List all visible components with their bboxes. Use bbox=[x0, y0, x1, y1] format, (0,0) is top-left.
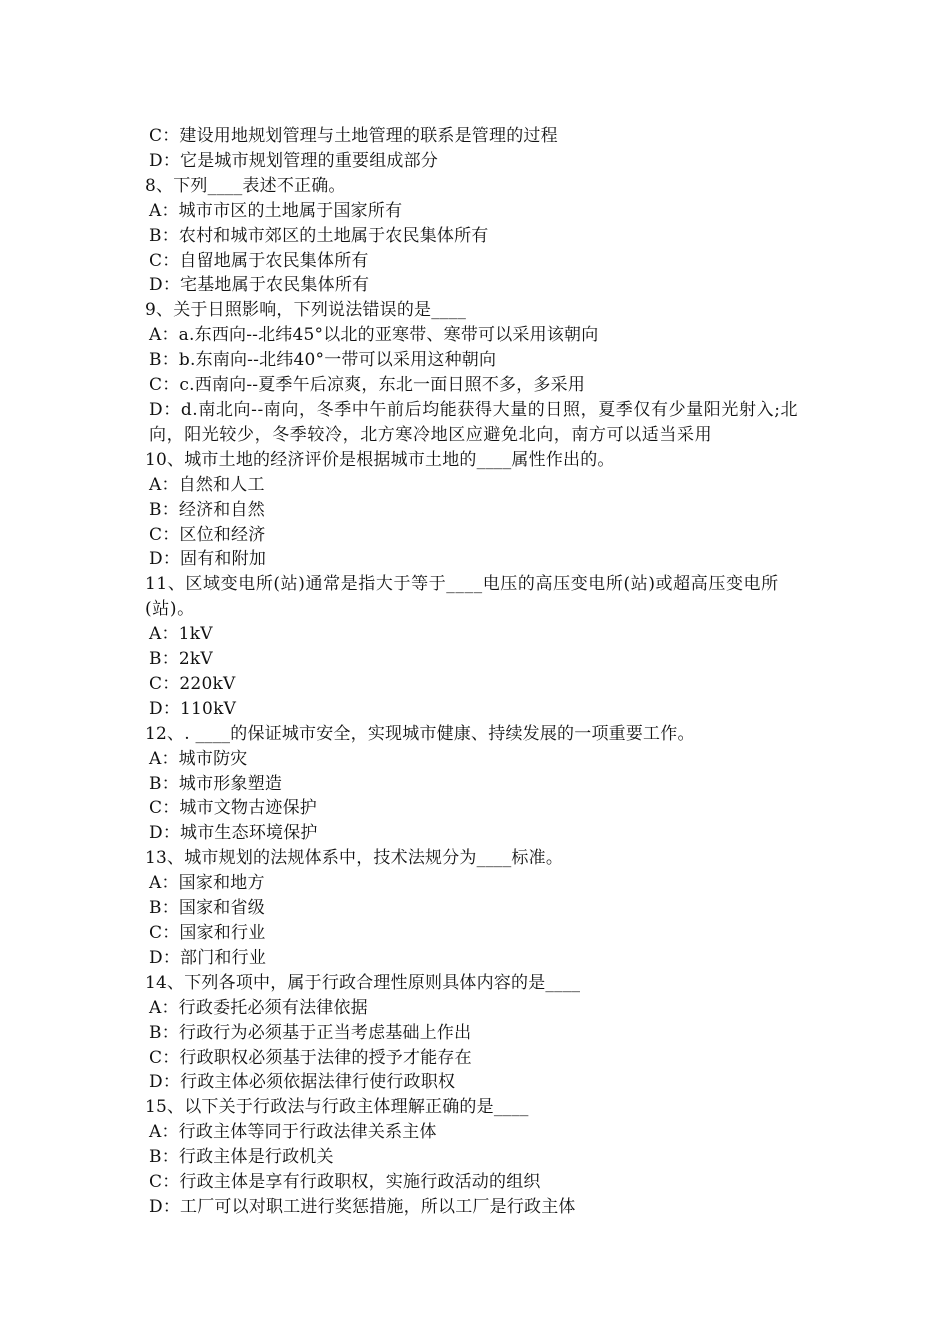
option-a-q10: A：自然和人工 bbox=[149, 474, 265, 495]
option-c-q11: C：220kV bbox=[149, 673, 236, 694]
question-15: 15、以下关于行政法与行政主体理解正确的是____ bbox=[145, 1097, 529, 1118]
option-d-q14: D：行政主体必须依据法律行使行政职权 bbox=[149, 1072, 456, 1093]
option-d-q9: D：d.南北向--南向，冬季中午前后均能获得大量的日照，夏季仅有少量阳光射入;北向，阳光较少，冬季较冷，北方寒冷地区应避免北向，南方可以适当采用 bbox=[149, 399, 799, 445]
option-b-q10: B：经济和自然 bbox=[149, 499, 265, 520]
option-b-q15: B：行政主体是行政机关 bbox=[149, 1147, 334, 1168]
option-b-q14: B：行政行为必须基于正当考虑基础上作出 bbox=[149, 1022, 472, 1043]
question-9: 9、关于日照影响，下列说法错误的是____ bbox=[145, 300, 467, 321]
question-13: 13、城市规划的法规体系中，技术法规分为____标准。 bbox=[145, 848, 564, 869]
question-10: 10、城市土地的经济评价是根据城市土地的____属性作出的。 bbox=[145, 449, 615, 470]
question-11: 11、区域变电所(站)通常是指大于等于____电压的高压变电所(站)或超高压变电所(站)。 bbox=[145, 574, 779, 620]
option-a-q8: A：城市市区的土地属于国家所有 bbox=[149, 200, 403, 221]
option-a-q12: A：城市防灾 bbox=[149, 748, 248, 769]
option-a-q15: A：行政主体等同于行政法律关系主体 bbox=[149, 1122, 437, 1143]
option-c-q9: C：c.西南向--夏季午后凉爽，东北一面日照不多，多采用 bbox=[149, 375, 586, 396]
option-c-q15: C：行政主体是享有行政职权，实施行政活动的组织 bbox=[149, 1172, 541, 1193]
option-c-q12: C：城市文物古迹保护 bbox=[149, 798, 318, 819]
option-d-q8: D：宅基地属于农民集体所有 bbox=[149, 275, 370, 296]
option-c-q8: C：自留地属于农民集体所有 bbox=[149, 250, 369, 271]
option-c-q7: C：建设用地规划管理与土地管理的联系是管理的过程 bbox=[149, 126, 558, 146]
option-d-q12: D：城市生态环境保护 bbox=[149, 823, 318, 844]
option-c-q13: C：国家和行业 bbox=[149, 923, 266, 943]
option-b-q9: B：b.东南向--北纬40°一带可以采用这种朝向 bbox=[149, 350, 497, 371]
option-a-q9: A：a.东西向--北纬45°以北的亚寒带、寒带可以采用该朝向 bbox=[149, 325, 599, 346]
option-a-q11: A：1kV bbox=[149, 624, 213, 645]
option-a-q14: A：行政委托必须有法律依据 bbox=[149, 997, 368, 1018]
question-14: 14、下列各项中，属于行政合理性原则具体内容的是____ bbox=[145, 972, 581, 993]
document-page bbox=[145, 124, 810, 1220]
option-d-q11: D：110kV bbox=[149, 698, 237, 719]
option-c-q14: C：行政职权必须基于法律的授予才能存在 bbox=[149, 1047, 472, 1068]
option-d-q15: D：工厂可以对职工进行奖惩措施，所以工厂是行政主体 bbox=[149, 1196, 576, 1217]
option-d-q13: D：部门和行业 bbox=[149, 947, 267, 968]
option-c-q10: C：区位和经济 bbox=[149, 524, 266, 545]
option-d-q10: D：固有和附加 bbox=[149, 549, 267, 570]
option-b-q11: B：2kV bbox=[149, 649, 213, 670]
option-a-q13: A：国家和地方 bbox=[149, 873, 265, 894]
question-12: 12、. ____的保证城市安全，实现城市健康、持续发展的一项重要工作。 bbox=[145, 723, 695, 744]
option-b-q13: B：国家和省级 bbox=[149, 898, 265, 919]
option-d-q7: D：它是城市规划管理的重要组成部分 bbox=[149, 150, 439, 171]
option-b-q8: B：农村和城市郊区的土地属于农民集体所有 bbox=[149, 225, 489, 246]
option-b-q12: B：城市形象塑造 bbox=[149, 773, 283, 794]
question-8: 8、下列____表述不正确。 bbox=[145, 175, 346, 196]
